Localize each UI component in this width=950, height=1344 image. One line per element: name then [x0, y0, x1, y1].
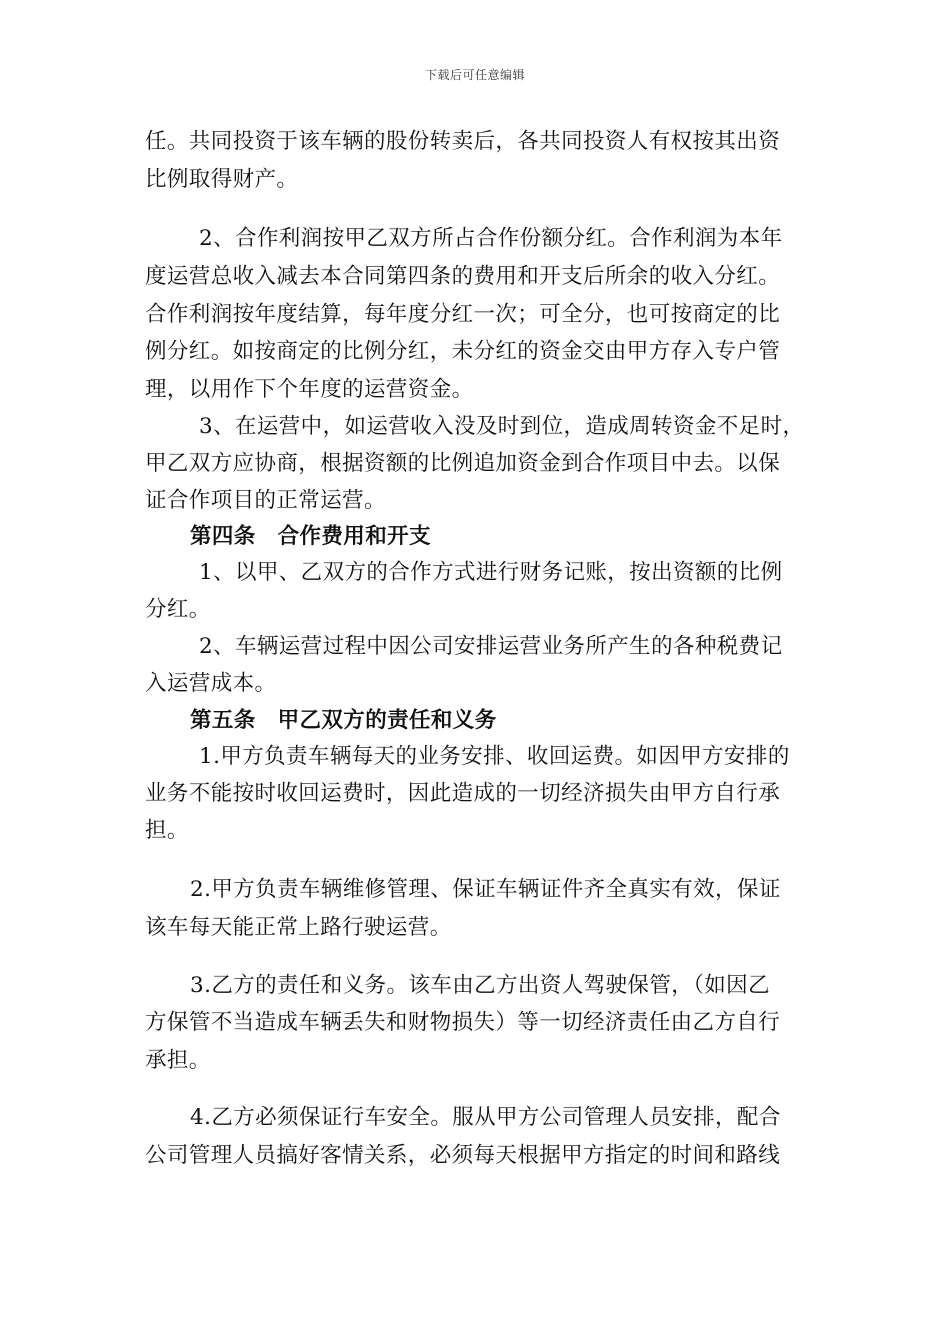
paragraph-line: 1.甲方负责车辆每天的业务安排、收回运费。如因甲方安排的: [199, 744, 790, 769]
section-heading-5: 第五条 甲乙双方的责任和义务: [190, 708, 497, 733]
paragraph-line: 该车每天能正常上路行驶运营。: [145, 915, 452, 940]
paragraph-line: 2.甲方负责车辆维修管理、保证车辆证件齐全真实有效，保证: [190, 877, 781, 902]
paragraph-line: 方保管不当造成车辆丢失和财物损失）等一切经济责任由乙方自行: [145, 1010, 781, 1035]
paragraph-line: 度运营总收入减去本合同第四条的费用和开支后所余的收入分红。: [145, 264, 781, 289]
paragraph-line: 1、以甲、乙双方的合作方式进行财务记账，按出资额的比例: [199, 560, 783, 585]
paragraph-line: 理，以用作下个年度的运营资金。: [145, 377, 474, 402]
paragraph-line: 证合作项目的正常运营。: [145, 488, 386, 513]
paragraph-line: 合作利润按年度结算，每年度分红一次；可全分，也可按商定的比: [145, 302, 781, 327]
paragraph-line: 分红。: [145, 597, 211, 622]
paragraph-line: 3.乙方的责任和义务。该车由乙方出资人驾驶保管，（如因乙: [190, 973, 770, 998]
paragraph-line: 4.乙方必须保证行车安全。服从甲方公司管理人员安排，配合: [190, 1105, 781, 1130]
paragraph-line: 例分红。如按商定的比例分红，未分红的资金交由甲方存入专户管: [145, 339, 781, 364]
paragraph-line: 比例取得财产。: [145, 167, 299, 192]
paragraph-line: 入运营成本。: [145, 671, 277, 696]
page-header: 下载后可任意编辑: [424, 68, 525, 82]
paragraph-line: 2、合作利润按甲乙双方所占合作份额分红。合作利润为本年: [199, 226, 783, 251]
paragraph-line: 3、在运营中，如运营收入没及时到位，造成周转资金不足时，: [199, 414, 805, 439]
paragraph-line: 任。共同投资于该车辆的股份转卖后，各共同投资人有权按其出资: [145, 129, 781, 154]
paragraph-line: 业务不能按时收回运费时，因此造成的一切经济损失由甲方自行承: [145, 781, 781, 806]
paragraph-line: 公司管理人员搞好客情关系，必须每天根据甲方指定的时间和路线: [145, 1143, 781, 1168]
paragraph-line: 2、车辆运营过程中因公司安排运营业务所产生的各种税费记: [199, 634, 783, 659]
section-heading-4: 第四条 合作费用和开支: [190, 524, 431, 549]
paragraph-line: 甲乙双方应协商，根据资额的比例追加资金到合作项目中去。以保: [145, 451, 781, 476]
paragraph-line: 担。: [145, 818, 189, 843]
paragraph-line: 承担。: [145, 1048, 211, 1073]
